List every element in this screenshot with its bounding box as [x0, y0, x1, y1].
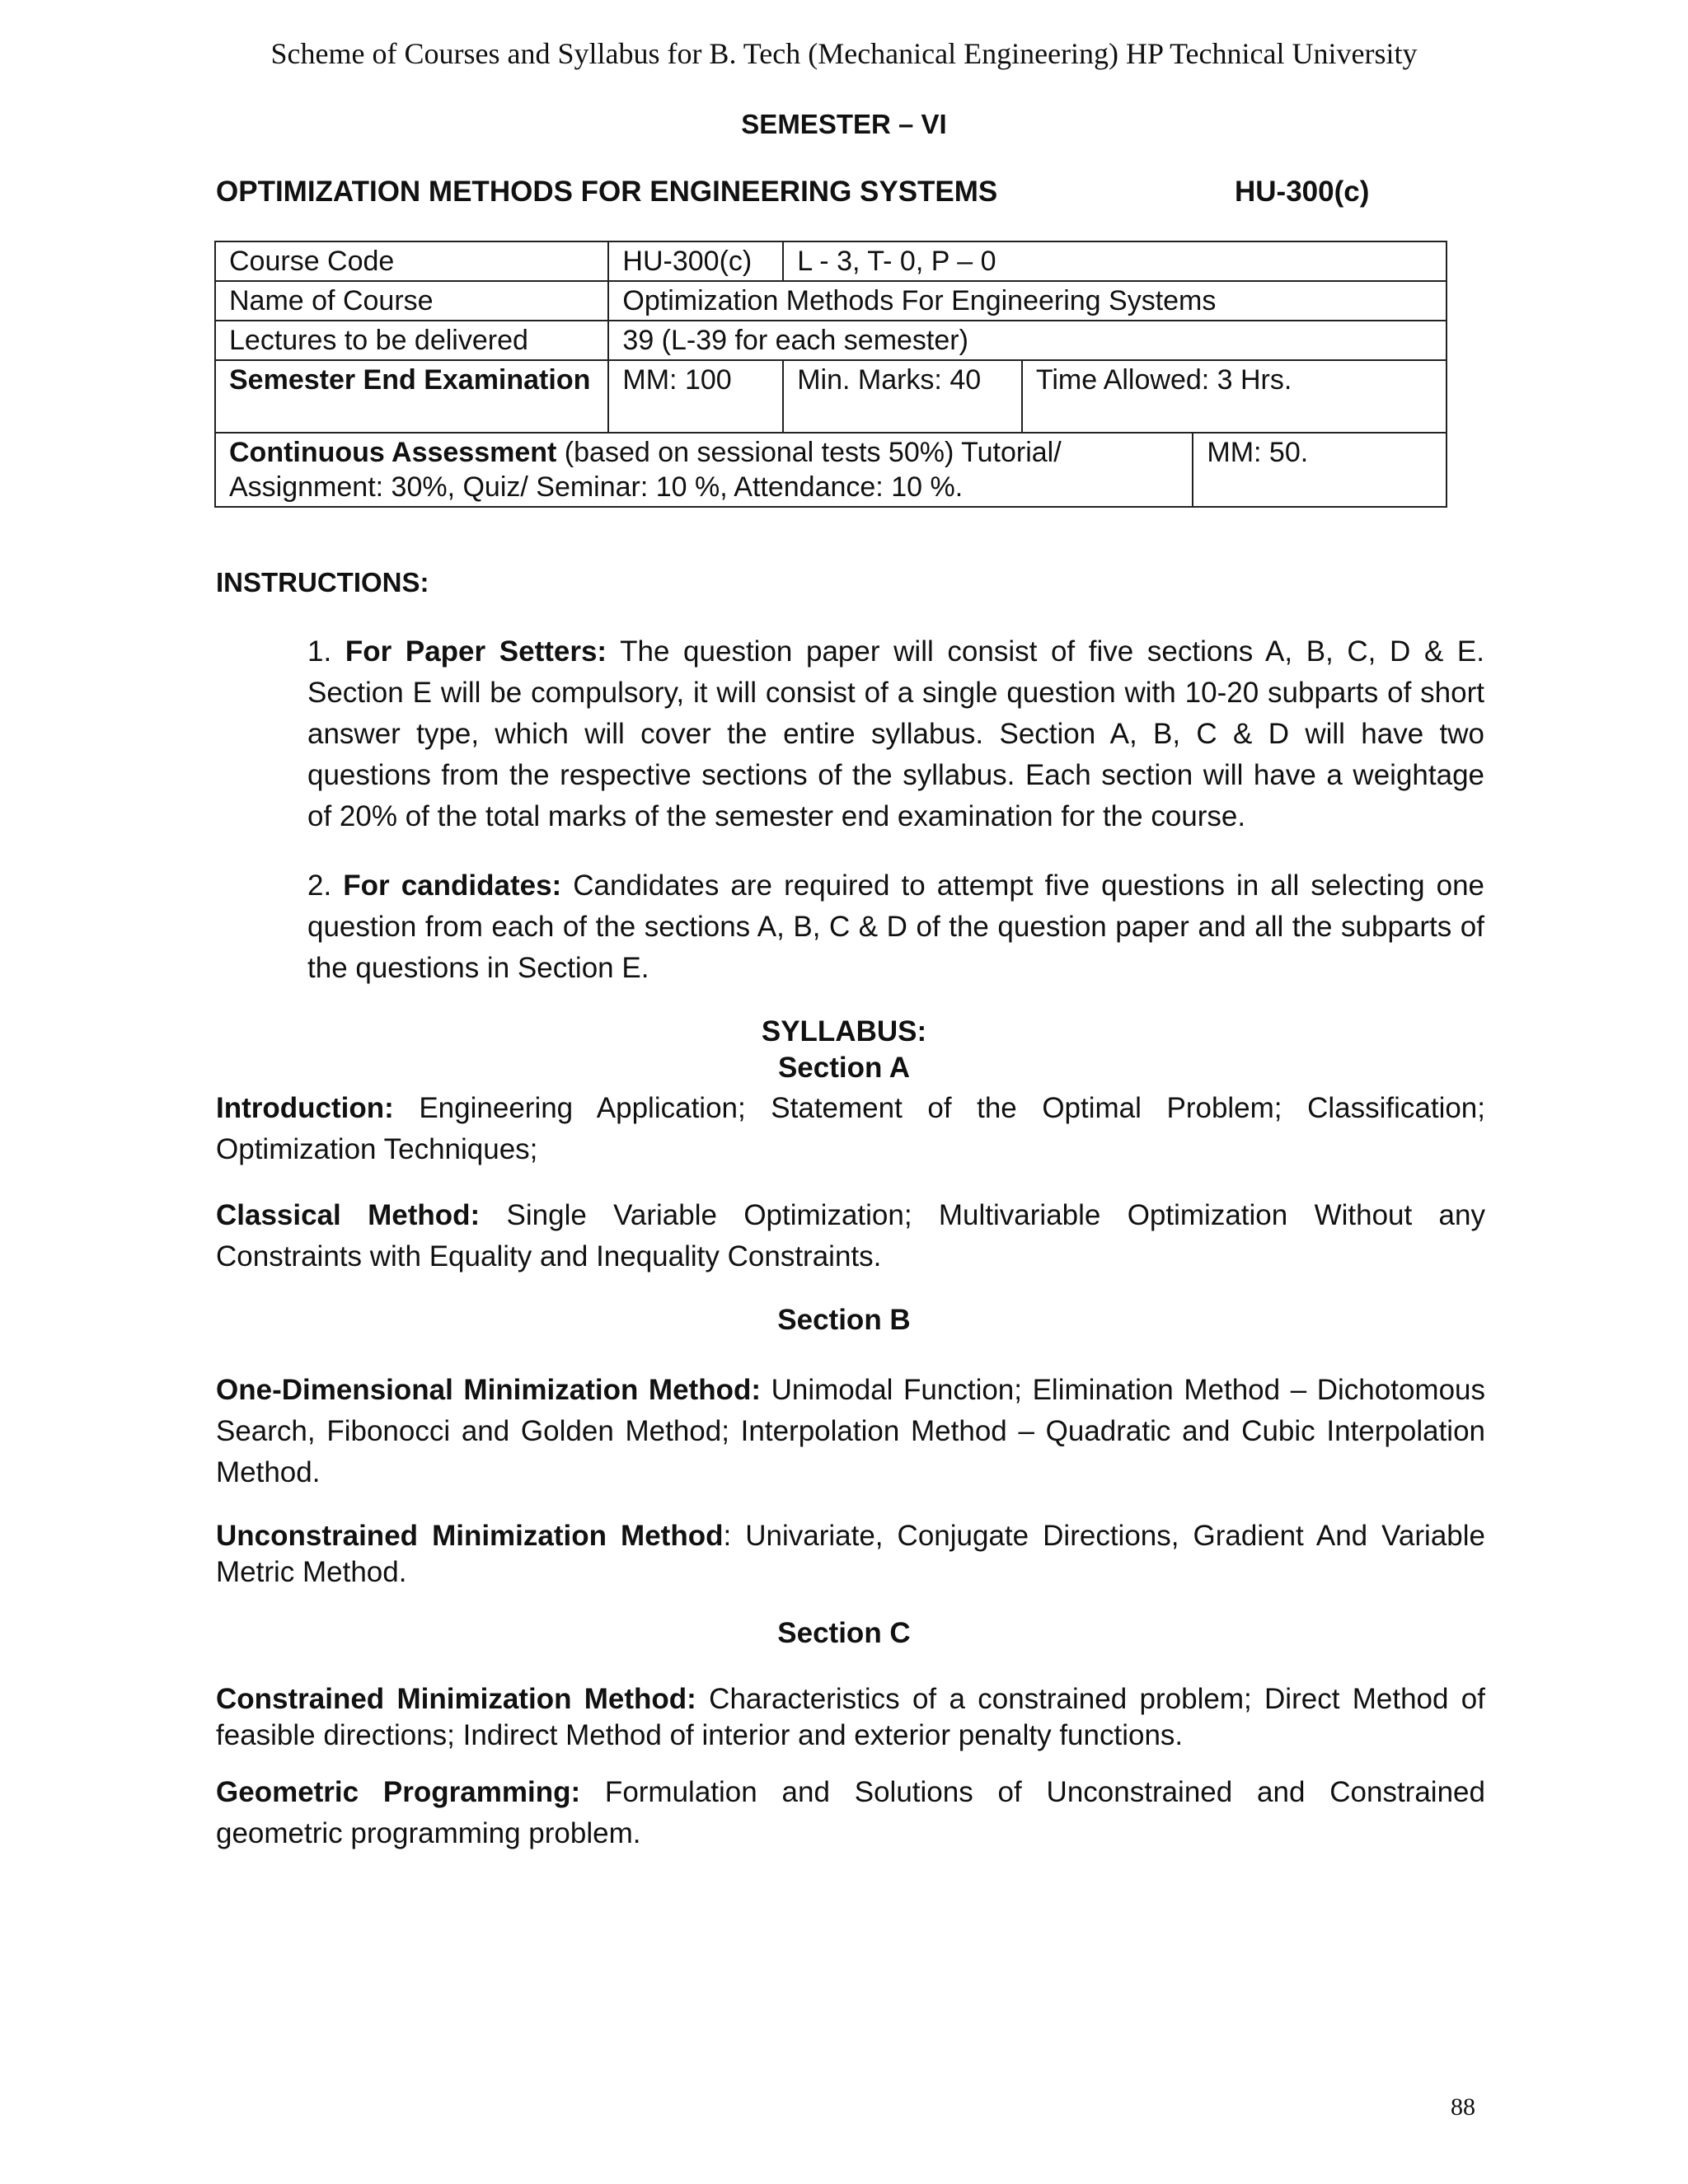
topic-one-dimensional-minimization: One-Dimensional Minimization Method: Unimodal Function; Elimination Method – Dichotomous Search, Fibonocci and Golden Method; Interpolation Method – Quadratic and Cubic Interpolation Method. — [216, 1374, 1486, 1488]
section-a-heading: Section A — [777, 1052, 911, 1084]
continuous-assessment-marks: MM: 50. — [1193, 433, 1447, 507]
table-row — [215, 433, 1447, 507]
min-marks-value: Min. Marks: 40 — [783, 360, 1022, 433]
semester-end-label: Semester End Examination — [215, 360, 608, 433]
instruction-item-paper-setters: 1. For Paper Setters: The question paper will consist of five sections A, B, C, D & E. Section E will be compulsory, it will consist of a single question with 10-20 subparts of short answer type, which will cover the entire syllabus. Section A, B, C & D will have two questions from the respective sections of the syllabus. Each section will have a weightage of 20% of the total marks of the semester end examination for the course. — [307, 635, 1484, 832]
max-marks-value: MM: 100 — [608, 360, 783, 433]
course-code-label: Course Code — [215, 241, 608, 281]
course-code-heading: HU-300(c) — [1235, 176, 1370, 208]
table-row — [215, 241, 1447, 281]
lectures-label: Lectures to be delivered — [215, 321, 608, 360]
continuous-assessment-label: Continuous Assessment (based on sessional tests 50%) Tutorial/ Assignment: 30%, Quiz/ Seminar: 10 %, Attendance: 10 %. — [215, 433, 1193, 507]
topic-unconstrained-minimization: Unconstrained Minimization Method: Univariate, Conjugate Directions, Gradient And Variable Metric Method. — [216, 1520, 1485, 1588]
table-row — [215, 321, 1447, 360]
running-head: Scheme of Courses and Syllabus for B. Tech (Mechanical Engineering) HP Technical University — [270, 37, 1418, 70]
lectures-value: 39 (L-39 for each semester) — [608, 321, 1447, 360]
ltp-value: L - 3, T- 0, P – 0 — [783, 241, 1447, 281]
course-info-table — [214, 241, 1447, 508]
course-name-value: Optimization Methods For Engineering Systems — [608, 281, 1447, 321]
section-c-heading: Section C — [777, 1617, 911, 1649]
topic-constrained-minimization: Constrained Minimization Method: Characteristics of a constrained problem; Direct Method of feasible directions; Indirect Method of interior and exterior penalty functions. — [216, 1683, 1485, 1751]
syllabus-heading: SYLLABUS: — [761, 1015, 927, 1047]
table-row — [215, 281, 1447, 321]
instructions-heading: INSTRUCTIONS: — [216, 567, 429, 598]
semester-heading: SEMESTER – VI — [741, 109, 947, 139]
instruction-item-candidates: 2. For candidates: Candidates are required to attempt five questions in all selecting one question from each of the sections A, B, C & D of the question paper and all the subparts of the questions in Section E. — [307, 869, 1485, 984]
time-allowed-value: Time Allowed: 3 Hrs. — [1022, 360, 1447, 433]
topic-introduction: Introduction: Engineering Application; Statement of the Optimal Problem; Classification; Optimization Techniques; — [216, 1092, 1485, 1165]
page-number: 88 — [1451, 2093, 1475, 2121]
topic-classical-method: Classical Method: Single Variable Optimization; Multivariable Optimization Without any Constraints with Equality and Inequality Constraints. — [216, 1199, 1485, 1272]
table-row — [215, 360, 1447, 433]
course-code-value: HU-300(c) — [608, 241, 783, 281]
course-name-label: Name of Course — [215, 281, 608, 321]
topic-geometric-programming: Geometric Programming: Formulation and Solutions of Unconstrained and Constrained geometric programming problem. — [216, 1776, 1485, 1849]
course-title: OPTIMIZATION METHODS FOR ENGINEERING SYSTEMS — [216, 176, 998, 208]
section-b-heading: Section B — [777, 1304, 911, 1336]
